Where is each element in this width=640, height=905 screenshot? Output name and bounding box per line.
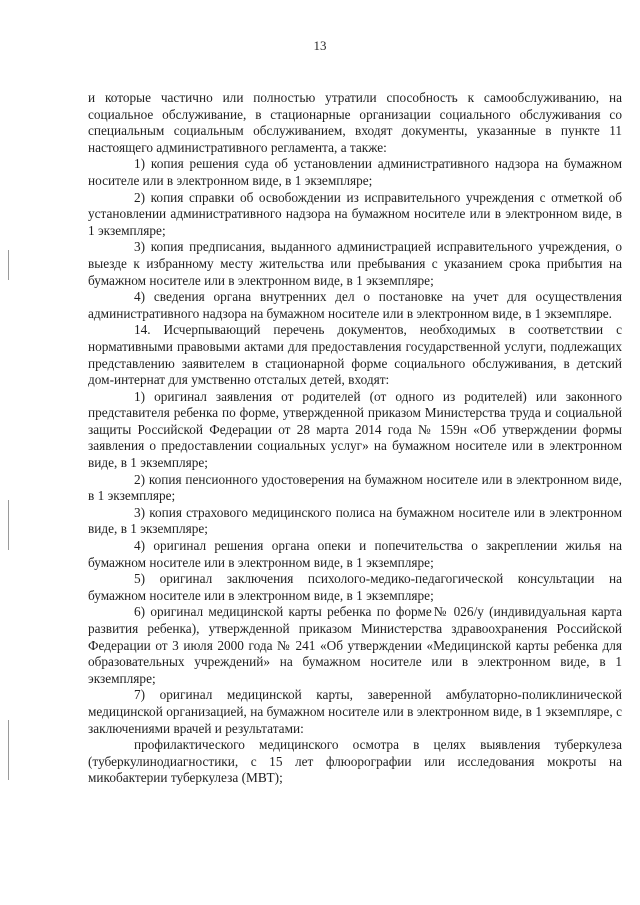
page-number: 13 — [313, 38, 327, 53]
sub-item-tuberculosis-exam: профилактического медицинского осмотра в целях выявления туберкулеза (туберкулинодиагностики, с 15 лет флюорографии или исследования мокроты на микобактерии туберкулеза (МВТ); — [88, 737, 622, 786]
list-item-4-guardianship-decision: 4) оригинал решения органа опеки и попечительства о закреплении жилья на бумажном носителе или в электронном виде, в 1 экземпляре; — [88, 538, 622, 570]
list-item-6-medical-card: 6) оригинал медицинской карты ребенка по форме№ 026/у (индивидуальная карта развития ребенка), утвержденной приказом Министерства здравоохранения Российской Федерации от 3 июля 2000 года № 241 «Об утверждении «Медицинской карты ребенка для образовательных учреждений» на бумажном носителе или в электронном виде, в 1 экземпляре; — [88, 604, 622, 686]
binding-mark — [8, 250, 9, 280]
list-item-3-prescription: 3) копия предписания, выданного администрацией исправительного учреждения, о выезде к избранному месту жительства или пребывания с указанием срока прибытия на бумажном носителе или в электронном виде, в 1 экземпляре; — [88, 239, 622, 288]
list-item-1-application: 1) оригинал заявления от родителей (от одного из родителей) или законного представителя ребенка по форме, утвержденной приказом Министерства труда и социальной защиты Российской Федерации от 28 марта 2014 года № 159н «Об утверждении формы заявления о предоставлении социальных услуг» на бумажном носителе или в электронном виде, в 1 экземпляре; — [88, 388, 622, 471]
binding-mark — [8, 720, 9, 780]
list-item-1-court-decision: 1) копия решения суда об установлении административного надзора на бумажном носителе или в электронном виде, в 1 экземпляре; — [88, 156, 622, 188]
list-item-5-pmpk-conclusion: 5) оригинал заключения психолого-медико-педагогической консультации на бумажном носителе или в электронном виде, в 1 экземпляре; — [88, 571, 622, 603]
section-14-heading-paragraph: 14. Исчерпывающий перечень документов, необходимых в соответствии с нормативными правовыми актами для предоставления государственной услуги, подлежащих представлению заявителем в стационарной форме социального обслуживания, в детский дом-интернат для умственно отсталых детей, входят: — [88, 322, 622, 388]
document-body — [88, 90, 622, 787]
list-item-2-pension-certificate: 2) копия пенсионного удостоверения на бумажном носителе или в электронном виде, в 1 экземпляре; — [88, 471, 622, 504]
binding-mark — [8, 500, 9, 550]
list-item-3-insurance-policy: 3) копия страхового медицинского полиса на бумажном носителе или в электронном виде, в 1 экземпляре; — [88, 504, 622, 537]
list-item-4-police-records: 4) сведения органа внутренних дел о постановке на учет для осуществления административного надзора на бумажном носителе или в электронном виде, в 1 экземпляре. — [88, 289, 622, 321]
list-item-2-release-certificate: 2) копия справки об освобождении из исправительного учреждения с отметкой об установлении административного надзора на бумажном носителе или в электронном виде, в 1 экземпляре; — [88, 189, 622, 238]
paragraph-continuation: и которые частично или полностью утратили способность к самообслуживанию, на социальное обслуживание, в стационарные организации социального обслуживания со специальным социальным обслуживанием, входят документы, указанные в пункте 11 настоящего административного регламента, а также: — [88, 90, 622, 155]
list-item-7-outpatient-card: 7) оригинал медицинской карты, заверенной амбулаторно-поликлинической медицинской организацией, на бумажном носителе или в электронном виде, в 1 экземпляре, с заключениями врачей и результатами: — [88, 687, 622, 736]
